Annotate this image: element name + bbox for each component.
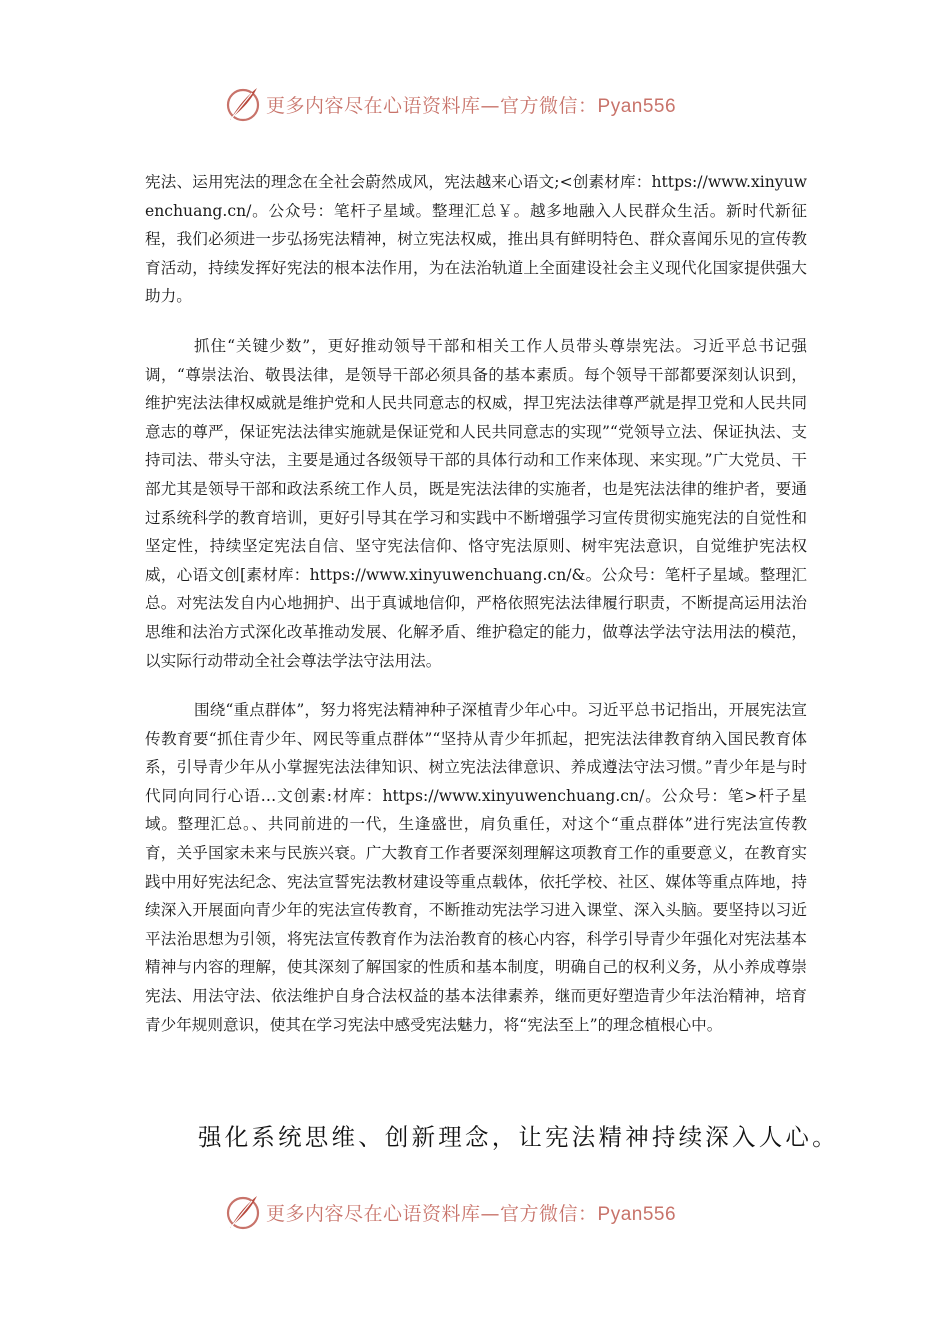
- paragraph-gap: [145, 311, 807, 332]
- wechat-id: Pyan556: [597, 95, 677, 117]
- wechat-id: Pyan556: [597, 1203, 677, 1225]
- banner-text: [266, 1199, 676, 1226]
- paragraph-3: 围绕“重点群体”，努力将宪法精神种子深植青少年心中。习近平总书记指出，开展宪法宣传教育要“抓住青少年、网民等重点群体”“坚持从青少年抓起，把宪法法律教育纳入国民教育体系，引导青少年从小掌握宪法法律知识、树立宪法法律意识、养成遵法守法习惯。”青少年是与时代同向同行心语…文创素:材库：https://www.xinyuwenchuang.cn/。公众号：笔>杆子星域。整理汇总。、共同前进的一代，生逢盛世，肩负重任，对这个“重点群体”进行宪法宣传教育，关乎国家未来与民族兴衰。广大教育工作者要深刻理解这项教育工作的重要意义，在教育实践中用好宪法纪念、宪法宣誓宪法教材建设等重点载体，依托学校、社区、媒体等重点阵地，持续深入开展面向青少年的宪法宣传教育，不断推动宪法学习进入课堂、深入头脑。要坚持以习近平法治思想为引领，将宪法宣传教育作为法治教育的核心内容，科学引导青少年强化对宪法基本精神与内容的理解，使其深刻了解国家的性质和基本制度，明确自己的权利义务，从小养成尊崇宪法、用法守法、依法维护自身合法权益的基本法律素养，继而更好塑造青少年法治精神，培育青少年规则意识，使其在学习宪法中感受宪法魅力，将“宪法至上”的理念植根心中。: [145, 701, 807, 1034]
- banner-text: [266, 91, 676, 118]
- paragraph-1: 宪法、运用宪法的理念在全社会蔚然成风，宪法越来心语文;<创素材库：https://www.xinyuwenchuang.cn/。公众号：笔杆子星域。整理汇总￥。越多地融入人民群众生活。新时代新征程，我们必须进一步弘扬宪法精神，树立宪法权威，推出具有鲜明特色、群众喜闻乐见的宣传教育活动，持续发挥好宪法的根本法作用，为在法治轨道上全面建设社会主义现代化国家提供强大助力。: [145, 173, 807, 306]
- paragraph-2: 抓住“关键少数”，更好推动领导干部和相关工作人员带头尊崇宪法。习近平总书记强调，“尊崇法治、敬畏法律，是领导干部必须具备的基本素质。每个领导干部都要深刻认识到，维护宪法法律权威就是维护党和人民共同意志的权威，捍卫宪法法律尊严就是捍卫党和人民共同意志的尊严，保证宪法法律实施就是保证党和人民共同意志的实现”“党领导立法、保证执法、支持司法、带头守法，主要是通过各级领导干部的具体行动和工作来体现、来实现。”广大党员、干部尤其是领导干部和政法系统工作人员，既是宪法法律的实施者，也是宪法法律的维护者，要通过系统科学的教育培训，更好引导其在学习和实践中不断增强学习宣传贯彻实施宪法的自觉性和坚定性，持续坚定宪法自信、坚守宪法信仰、恪守宪法原则、树牢宪法意识，自觉维护宪法权威，心语文创[素材库：https://www.xinyuwenchuang.cn/&。公众号：笔杆子星域。整理汇总。对宪法发自内心地拥护、出于真诚地信仰，严格依照宪法法律履行职责，不断提高运用法治思维和法治方式深化改革推动发展、化解矛盾、维护稳定的能力，做尊法学法守法用法的模范，以实际行动带动全社会尊法学法守法用法。: [145, 336, 807, 670]
- feather-pen-logo-icon: [222, 84, 262, 124]
- section-heading: 强化系统思维、创新理念，让宪法精神持续深入人心。: [198, 1123, 839, 1151]
- banner-label: 更多内容尽在心语资料库—官方微信：: [266, 1202, 598, 1225]
- feather-pen-logo-icon: [222, 1192, 262, 1232]
- document-body: [145, 168, 807, 1039]
- header-banner: [222, 84, 676, 124]
- banner-label: 更多内容尽在心语资料库—官方微信：: [266, 94, 598, 117]
- footer-banner: [222, 1192, 676, 1232]
- paragraph-gap: [145, 675, 807, 696]
